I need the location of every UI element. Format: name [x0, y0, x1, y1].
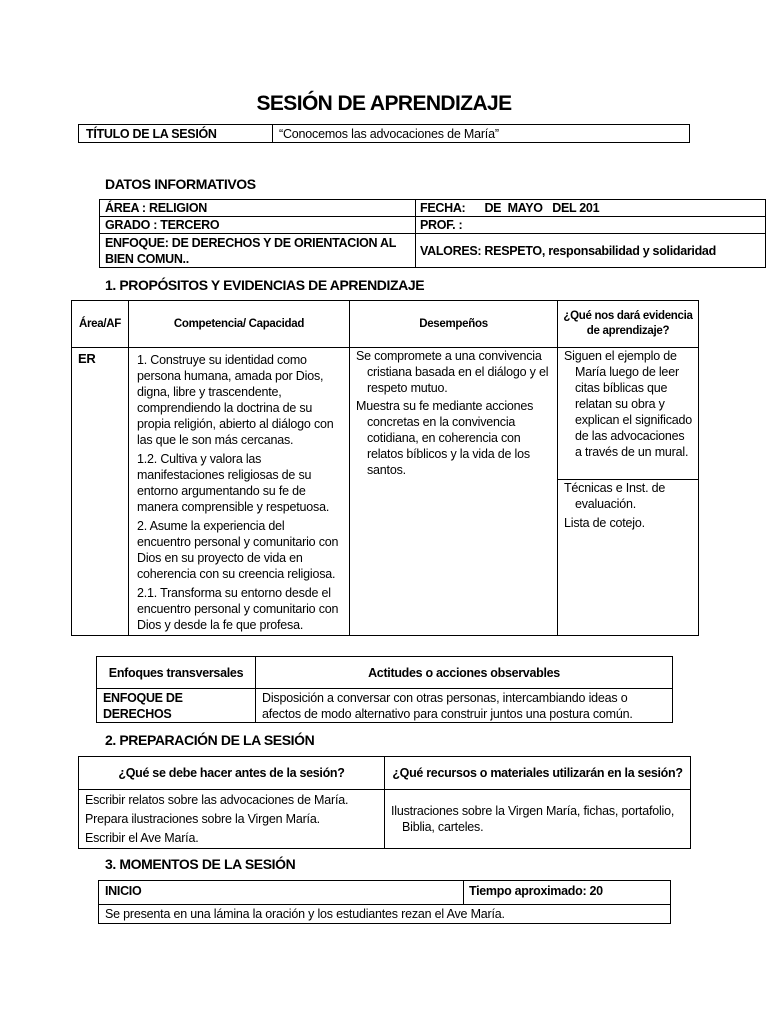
desempeno-item: Muestra su fe mediante acciones concretas en la convivencia cotidiana, en coherencia con relatos bíblicos y la vida de los santos. — [356, 399, 534, 477]
grado-cell: GRADO : TERCERO — [100, 217, 416, 234]
header-desempenos: Desempeños — [350, 301, 558, 348]
tecnicas-cell — [558, 480, 699, 636]
competencia-item: 2. Asume la experiencia del encuentro personal y comunitario con Dios en su proyecto de vida en coherencia con su creencia religiosa. — [137, 519, 339, 581]
enfoques-right-value: Disposición a conversar con otras personas, intercambiando ideas o afectos de modo alternativo para construir juntos una postura común. — [256, 689, 673, 723]
enfoques-table — [96, 656, 673, 723]
antes-cell — [79, 790, 385, 849]
fecha-cell: FECHA: DE MAYO DEL 201 — [416, 200, 766, 217]
propositos-heading: 1. PROPÓSITOS Y EVIDENCIAS DE APRENDIZAJE — [105, 277, 425, 293]
preparacion-heading: 2. PREPARACIÓN DE LA SESIÓN — [105, 732, 315, 748]
desempenos-cell — [350, 348, 558, 636]
enfoque-cell: ENFOQUE: DE DERECHOS Y DE ORIENTACION AL BIEN COMUN.. — [100, 234, 416, 268]
competencia-item: 1.2. Cultiva y valora las manifestaciones religiosas de su entorno argumentando su fe de manera comprensible y respetuosa. — [137, 452, 330, 514]
tiempo-label: Tiempo aproximado: 20 — [464, 881, 671, 905]
tecnicas-text: Técnicas e Inst. de evaluación. — [564, 481, 666, 511]
datos-heading: DATOS INFORMATIVOS — [105, 176, 256, 192]
prof-cell: PROF. : — [416, 217, 766, 234]
antes-item: Escribir el Ave María. — [85, 831, 199, 845]
preparacion-header-left: ¿Qué se debe hacer antes de la sesión? — [79, 757, 385, 790]
preparacion-table — [78, 756, 691, 849]
datos-table — [99, 199, 766, 268]
recursos-cell — [385, 790, 691, 849]
header-competencia: Competencia/ Capacidad — [129, 301, 350, 348]
momentos-heading: 3. MOMENTOS DE LA SESIÓN — [105, 856, 296, 872]
competencia-item: 2.1. Transforma su entorno desde el encuentro personal y comunitario con Dios y desde la fe que profesa. — [137, 586, 339, 632]
enfoques-header-right: Actitudes o acciones observables — [256, 657, 673, 689]
lista-text: Lista de cotejo. — [564, 516, 645, 530]
header-evidencia: ¿Qué nos dará evidencia de aprendizaje? — [558, 301, 699, 348]
header-area: Área/AF — [72, 301, 129, 348]
competencia-item: 1. Construye su identidad como persona humana, amada por Dios, digna, libre y trascendente, comprendiendo la doctrina de su propia religión, abierto al diálogo con las que le son más cercanas. — [137, 353, 334, 447]
enfoques-header-left: Enfoques transversales — [97, 657, 256, 689]
inicio-label: INICIO — [99, 881, 464, 905]
session-title-value: “Conocemos las advocaciones de María” — [273, 125, 690, 143]
propositos-table — [71, 300, 699, 636]
antes-item: Prepara ilustraciones sobre la Virgen María. — [85, 812, 320, 826]
antes-item: Escribir relatos sobre las advocaciones de María. — [85, 793, 349, 807]
competencias-cell — [129, 348, 350, 636]
preparacion-header-right: ¿Qué recursos o materiales utilizarán en la sesión? — [385, 757, 691, 790]
session-title-table — [78, 124, 690, 143]
session-title-label: TÍTULO DE LA SESIÓN — [79, 125, 273, 143]
recursos-text: Ilustraciones sobre la Virgen María, fichas, portafolio, Biblia, carteles. — [391, 804, 675, 834]
inicio-text: Se presenta en una lámina la oración y los estudiantes rezan el Ave María. — [99, 905, 671, 924]
page-title: SESIÓN DE APRENDIZAJE — [256, 92, 512, 115]
desempeno-item: Se compromete a una convivencia cristiana basada en el diálogo y el respeto mutuo. — [356, 349, 549, 395]
area-value: ER — [72, 348, 129, 636]
area-cell: ÁREA : RELIGION — [100, 200, 416, 217]
valores-cell: VALORES: RESPETO, responsabilidad y solidaridad — [416, 234, 766, 268]
evidencia-cell — [558, 348, 699, 480]
evidencia-text: Siguen el ejemplo de María luego de leer citas bíblicas que relatan su obra y explican el significado de las advocaciones a través de un mural. — [564, 349, 693, 459]
momentos-table — [98, 880, 671, 924]
enfoques-left-value: ENFOQUE DE DERECHOS — [97, 689, 256, 723]
